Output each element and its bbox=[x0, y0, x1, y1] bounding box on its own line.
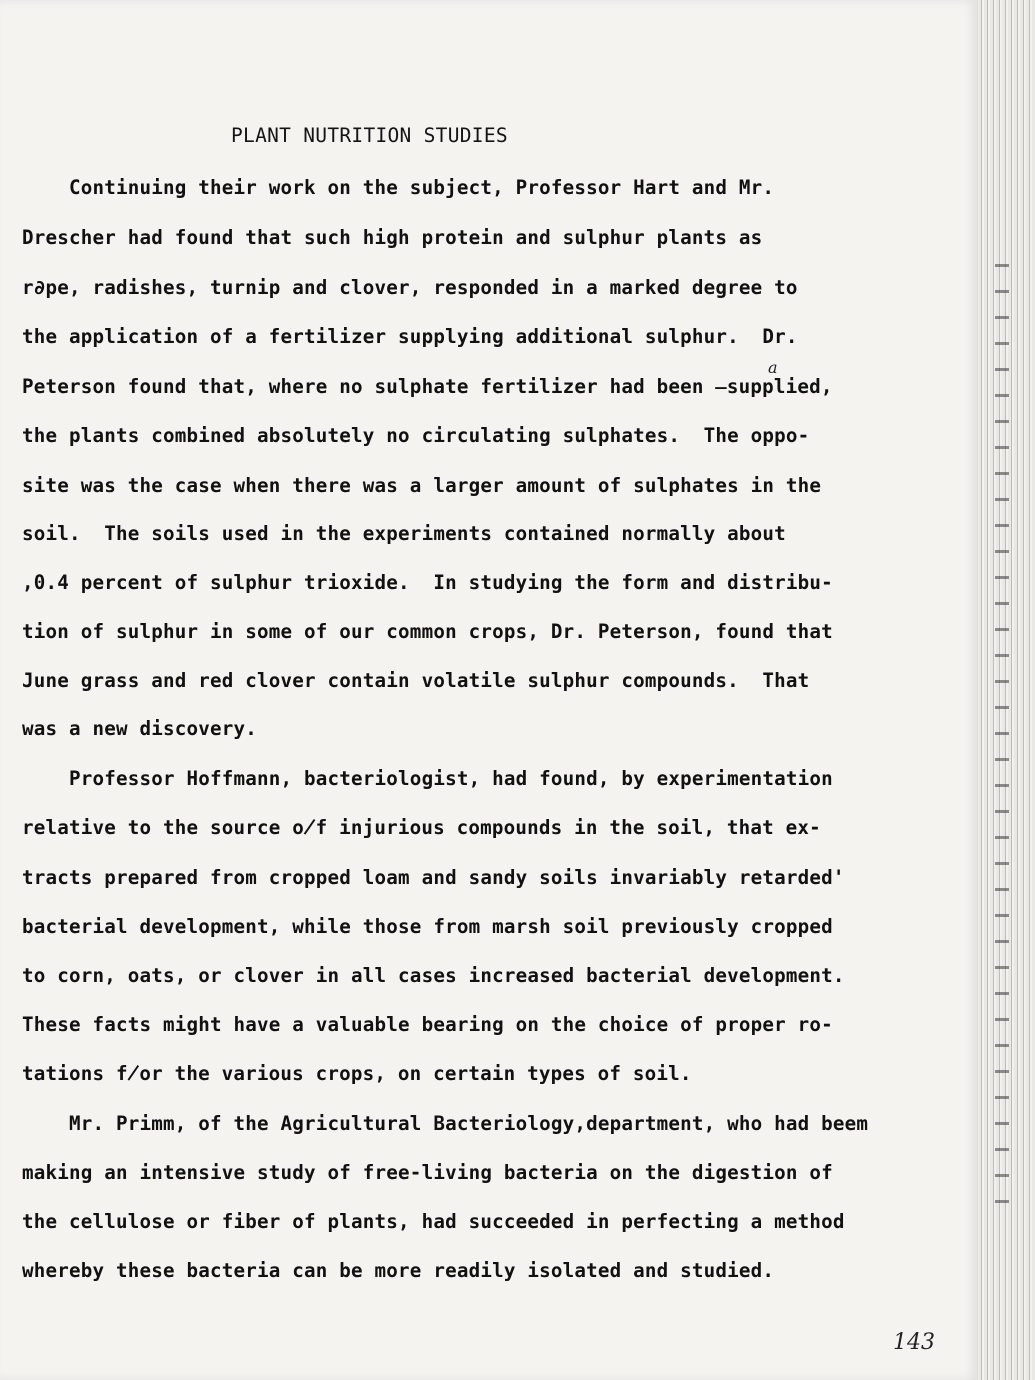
text-line: bacterial development, while those from marsh soil previously cropped bbox=[22, 915, 833, 938]
text-line: the plants combined absolutely no circulating sulphates. The oppo- bbox=[22, 424, 810, 447]
text-line: ,0.4 percent of sulphur trioxide. In studying the form and distribu- bbox=[22, 571, 833, 594]
text-line: Continuing their work on the subject, Professor Hart and Mr. bbox=[22, 176, 775, 199]
handwritten-correction: a bbox=[768, 358, 778, 377]
text-line: making an intensive study of free-living bacteria on the digestion of bbox=[22, 1161, 833, 1184]
page-title: PLANT NUTRITION STUDIES bbox=[231, 124, 508, 147]
text-line: site was the case when there was a larger amount of sulphates in the bbox=[22, 474, 822, 497]
text-line: whereby these bacteria can be more readily isolated and studied. bbox=[22, 1259, 775, 1282]
text-line: relative to the source o̸f injurious compounds in the soil, that ex- bbox=[22, 816, 821, 839]
page-edge-marks bbox=[995, 250, 1009, 1210]
text-line: was a new discovery. bbox=[22, 717, 258, 740]
text-line: tion of sulphur in some of our common crops, Dr. Peterson, found that bbox=[22, 620, 833, 643]
text-line: to corn, oats, or clover in all cases increased bacterial development. bbox=[22, 964, 845, 987]
text-line: tracts prepared from cropped loam and sandy soils invariably retarded' bbox=[22, 866, 845, 889]
text-line: Drescher had found that such high protein and sulphur plants as bbox=[22, 226, 763, 249]
text-line: June grass and red clover contain volatile sulphur compounds. That bbox=[22, 669, 810, 692]
text-line: Peterson found that, where no sulphate fertilizer had been ̶supplied, bbox=[22, 375, 833, 398]
text-line: These facts might have a valuable bearing on the choice of proper ro- bbox=[22, 1013, 833, 1036]
text-line: Professor Hoffmann, bacteriologist, had found, by experimentation bbox=[22, 767, 833, 790]
text-line: the application of a fertilizer supplying additional sulphur. Dr. bbox=[22, 325, 798, 348]
text-line: r∂pe, radishes, turnip and clover, responded in a marked degree to bbox=[22, 276, 798, 299]
page-number: 143 bbox=[893, 1330, 935, 1355]
text-line: soil. The soils used in the experiments contained normally about bbox=[22, 522, 786, 545]
text-line: the cellulose or fiber of plants, had succeeded in perfecting a method bbox=[22, 1210, 845, 1233]
text-line: Mr. Primm, of the Agricultural Bacteriology,department, who had beem bbox=[22, 1112, 869, 1135]
text-line: tations f̸or the various crops, on certain types of soil. bbox=[22, 1062, 692, 1085]
